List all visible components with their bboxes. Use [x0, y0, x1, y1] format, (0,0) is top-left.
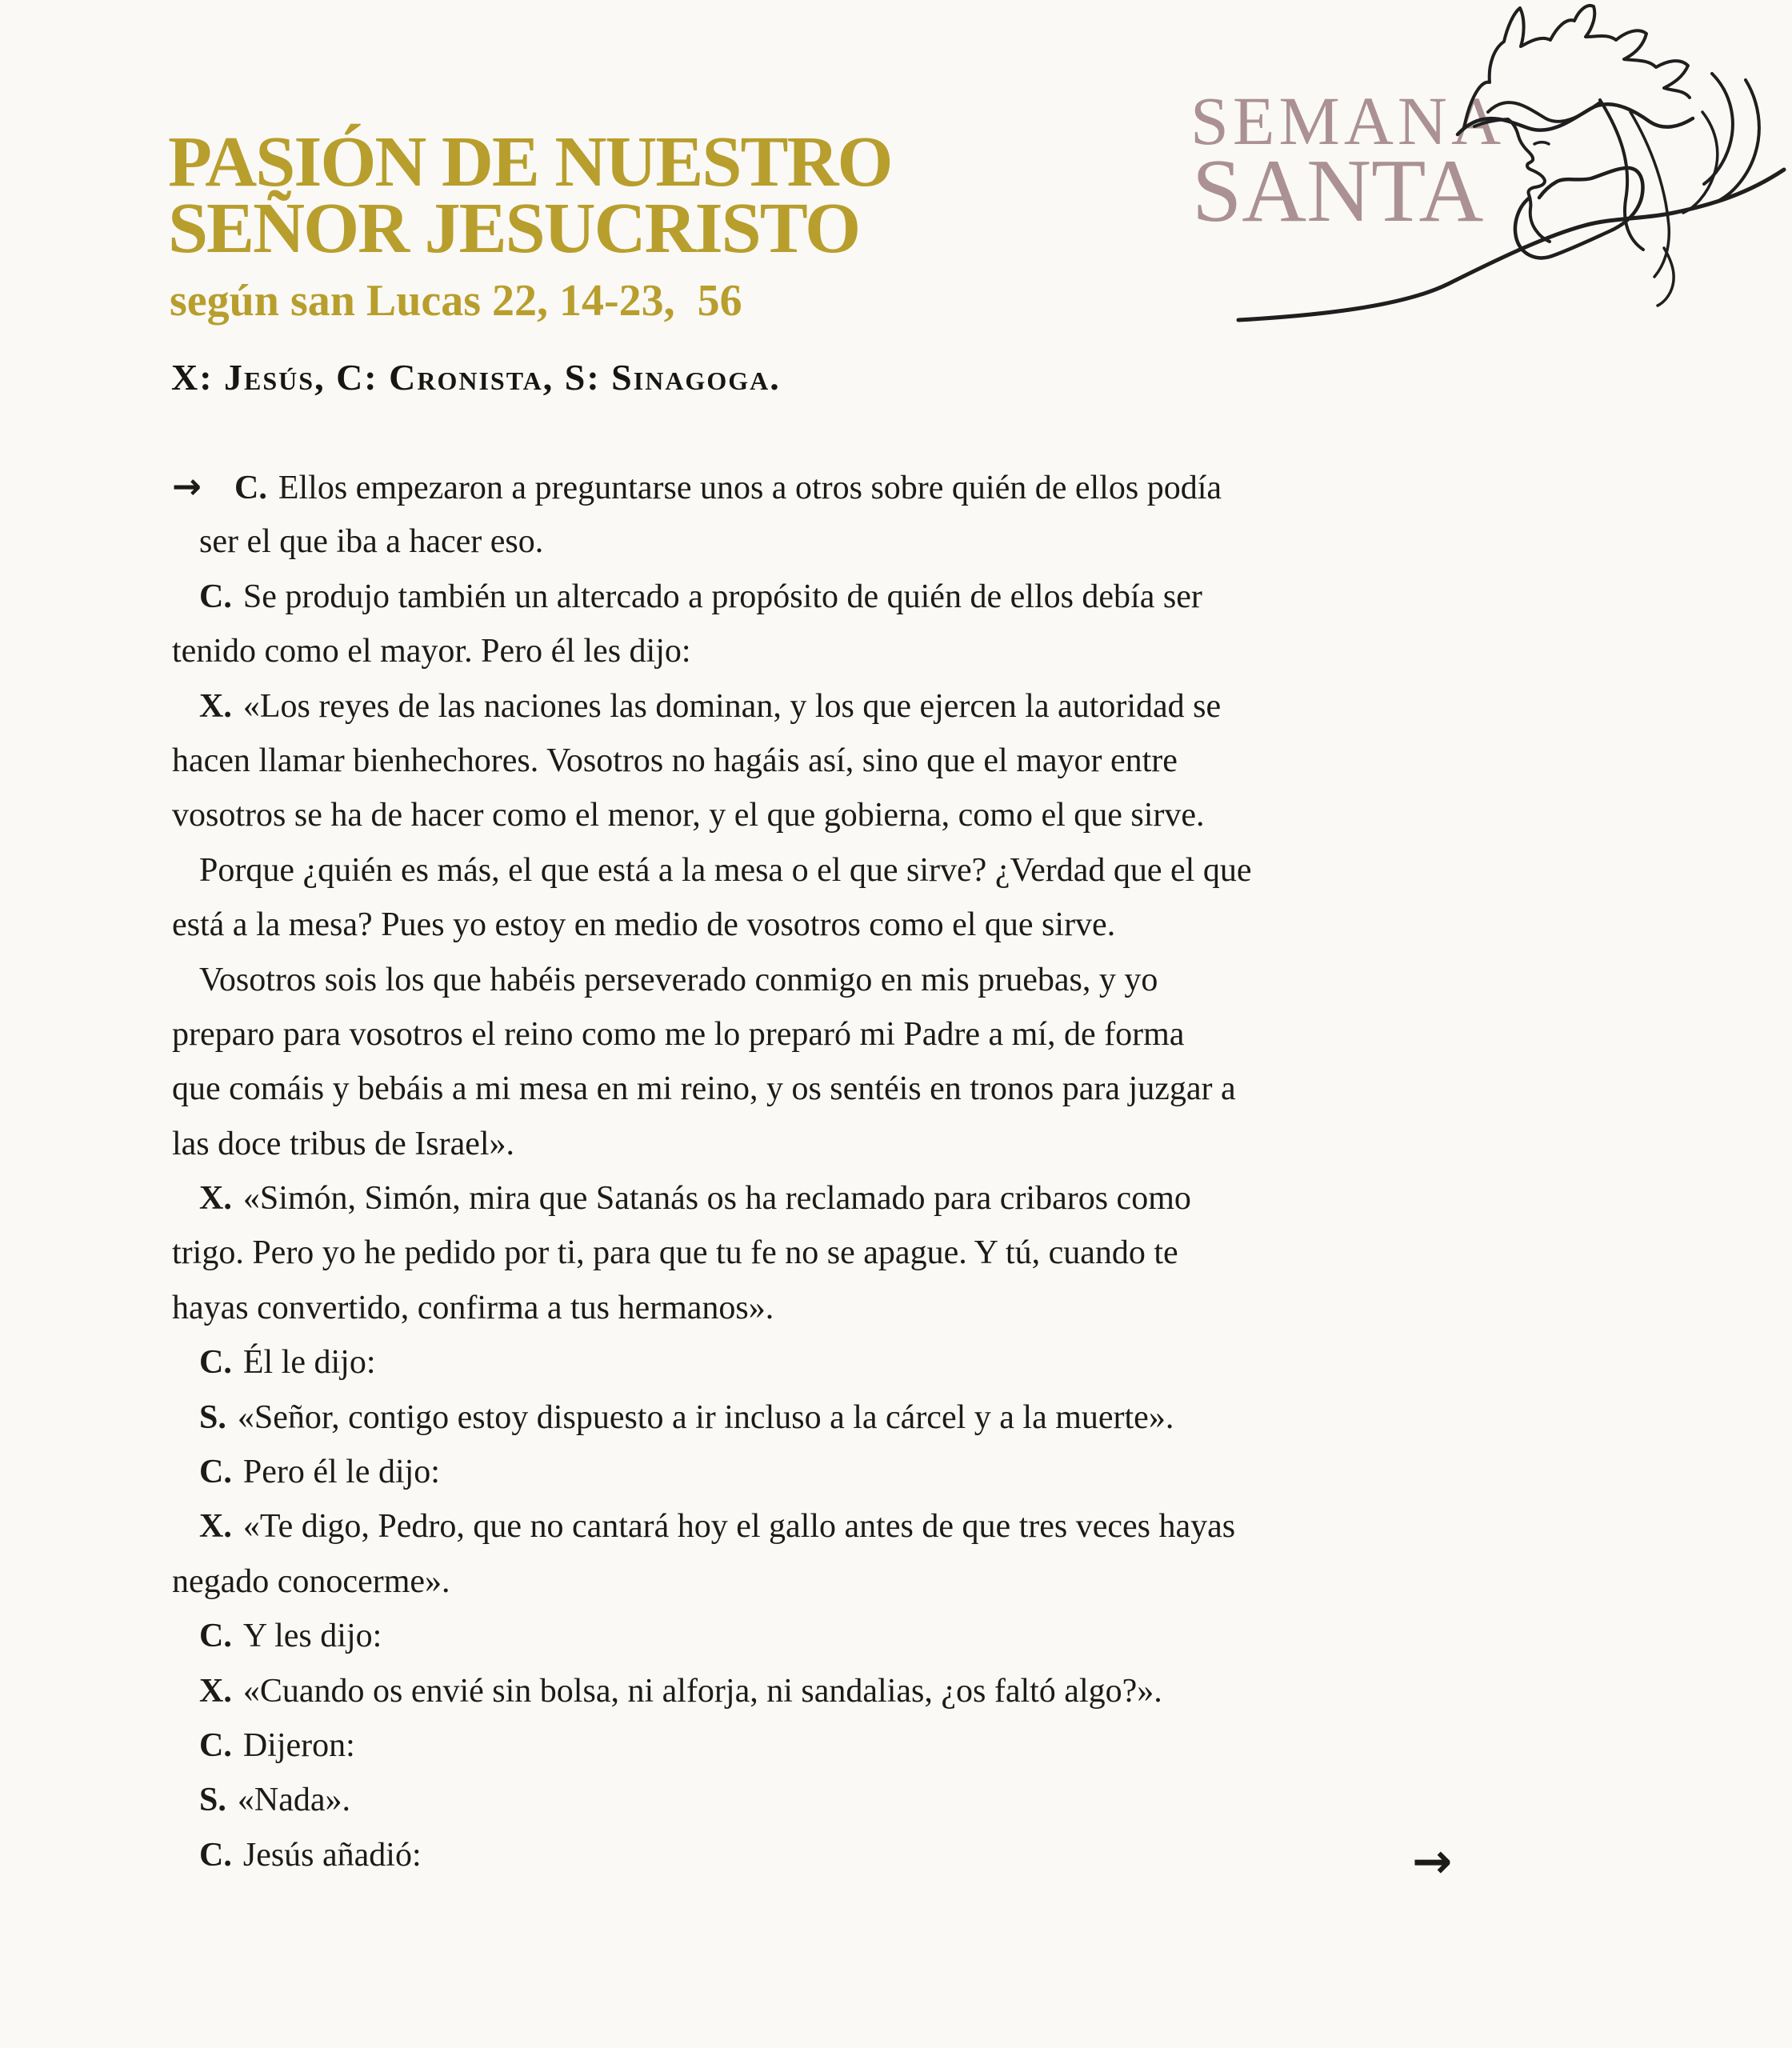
- text-line: [172, 1390, 1252, 1445]
- text-line: [172, 1499, 1252, 1554]
- cast-list: X: Jesús, C: Cronista, S: Sinagoga.: [171, 357, 781, 398]
- speaker-label: C.: [234, 470, 267, 506]
- line-text: ser el que iba a hacer eso.: [199, 523, 544, 561]
- line-text: trigo. Pero yo he pedido por ti, para que tu fe no se apague. Y tú, cuando te: [172, 1234, 1178, 1272]
- text-line: [172, 1171, 1252, 1226]
- shoulder-swoosh-line: [1238, 170, 1784, 320]
- speaker-label: C.: [199, 1618, 232, 1655]
- line-text: Se produjo también un altercado a propósito de quién de ellos debía ser: [242, 578, 1202, 615]
- line-text: Jesús añadió:: [242, 1836, 422, 1874]
- text-line: [172, 1773, 1252, 1827]
- speaker-label: X.: [199, 687, 232, 725]
- line-text: las doce tribus de Israel».: [172, 1125, 515, 1162]
- text-line: [172, 460, 1252, 514]
- line-text: Porque ¿quién es más, el que está a la mesa o el que sirve? ¿Verdad que el que: [199, 851, 1252, 889]
- page-title: [168, 122, 892, 268]
- thorn-leaf-right-2: [1720, 80, 1759, 200]
- text-line: [172, 1609, 1252, 1663]
- logo-semana: SEMANA: [1190, 82, 1506, 159]
- line-text: negado conocerme».: [172, 1562, 450, 1600]
- eye-line: [1534, 142, 1549, 144]
- logo-santa: SANTA: [1192, 142, 1484, 241]
- text-line: [172, 1664, 1252, 1718]
- line-text: «Cuando os envié sin bolsa, ni alforja, ni sandalias, ¿os faltó algo?».: [242, 1672, 1162, 1710]
- line-text: tenido como el mayor. Pero él les dijo:: [172, 633, 691, 670]
- text-line: [172, 1335, 1252, 1390]
- text-line: [172, 1445, 1252, 1499]
- speaker-label: C.: [199, 1836, 232, 1874]
- line-text: está a la mesa? Pues yo estoy en medio de vosotros como el que sirve.: [172, 906, 1116, 944]
- line-text: que comáis y bebáis a mi mesa en mi reino, y os sentéis en tronos para juzgar a: [172, 1070, 1236, 1108]
- speaker-label: C.: [199, 578, 232, 615]
- line-text: «Los reyes de las naciones las dominan, y los que ejercen la autoridad se: [242, 687, 1222, 725]
- text-line: [172, 570, 1252, 624]
- line-text: «Simón, Simón, mira que Satanás os ha reclamado para cribaros como: [242, 1180, 1191, 1218]
- text-line: [172, 898, 1252, 952]
- text-line: [172, 1117, 1252, 1171]
- text-line: [172, 624, 1252, 678]
- text-line: [172, 514, 1252, 569]
- face-profile: [1474, 119, 1550, 242]
- speaker-label: C.: [199, 1454, 232, 1491]
- line-text: Él le dijo:: [242, 1344, 376, 1382]
- speaker-label: S.: [199, 1398, 226, 1436]
- christ-line-art-illustration: [1152, 0, 1792, 352]
- line-text: Dijeron:: [242, 1726, 355, 1764]
- line-text: vosotros se ha de hacer como el menor, y el que gobierna, como el que sirve.: [172, 797, 1205, 834]
- line-text: «Señor, contigo estoy dispuesto a ir incluso a la cárcel y a la muerte».: [237, 1398, 1174, 1436]
- thorn-leaf-right-1: [1704, 74, 1733, 184]
- line-text: «Te digo, Pedro, que no cantará hoy el gallo antes de que tres veces hayas: [242, 1508, 1236, 1546]
- speaker-label: S.: [199, 1782, 226, 1819]
- thorn-leaf-right-3: [1683, 112, 1718, 213]
- line-text: Vosotros sois los que habéis perseverado conmigo en mis pruebas, y yo: [199, 961, 1158, 998]
- subtitle: según san Lucas 22, 14-23, 56: [170, 276, 742, 326]
- line-text: hacen llamar bienhechores. Vosotros no hagáis así, sino que el mayor entre: [172, 742, 1178, 779]
- line-text: Y les dijo:: [242, 1618, 382, 1655]
- text-line: [172, 843, 1252, 898]
- hair-strand-2: [1630, 112, 1669, 277]
- line-text: «Nada».: [237, 1782, 350, 1819]
- crown-of-thorns-spikes: [1464, 6, 1690, 128]
- text-line: [172, 1281, 1252, 1335]
- line-text: preparo para vosotros el reino como me lo preparó mi Padre a mí, de forma: [172, 1015, 1185, 1053]
- text-line: [172, 679, 1252, 734]
- page-continuation-arrow: →: [1412, 1834, 1453, 1890]
- speaker-label: X.: [199, 1672, 232, 1710]
- speaker-label: C.: [199, 1726, 232, 1764]
- text-line: [172, 734, 1252, 788]
- text-line: [172, 1828, 1252, 1882]
- passion-text: [172, 460, 1252, 1882]
- text-line: [172, 788, 1252, 842]
- text-line: [172, 1554, 1252, 1609]
- line-text: hayas convertido, confirma a tus hermanos».: [172, 1289, 774, 1326]
- text-line: [172, 1062, 1252, 1116]
- continuation-arrow-icon: →: [172, 466, 202, 507]
- text-line: [172, 1226, 1252, 1280]
- text-line: [172, 1007, 1252, 1062]
- speaker-label: X.: [199, 1508, 232, 1546]
- line-text: Pero él le dijo:: [242, 1454, 440, 1491]
- speaker-label: C.: [199, 1344, 232, 1382]
- title-line-2: SEÑOR JESUCRISTO: [168, 189, 860, 268]
- text-line: [172, 953, 1252, 1007]
- text-line: [172, 1718, 1252, 1773]
- line-text: Ellos empezaron a preguntarse unos a otros sobre quién de ellos podía: [278, 470, 1222, 506]
- title-line-1: PASIÓN DE NUESTRO: [168, 122, 892, 202]
- speaker-label: X.: [199, 1180, 232, 1218]
